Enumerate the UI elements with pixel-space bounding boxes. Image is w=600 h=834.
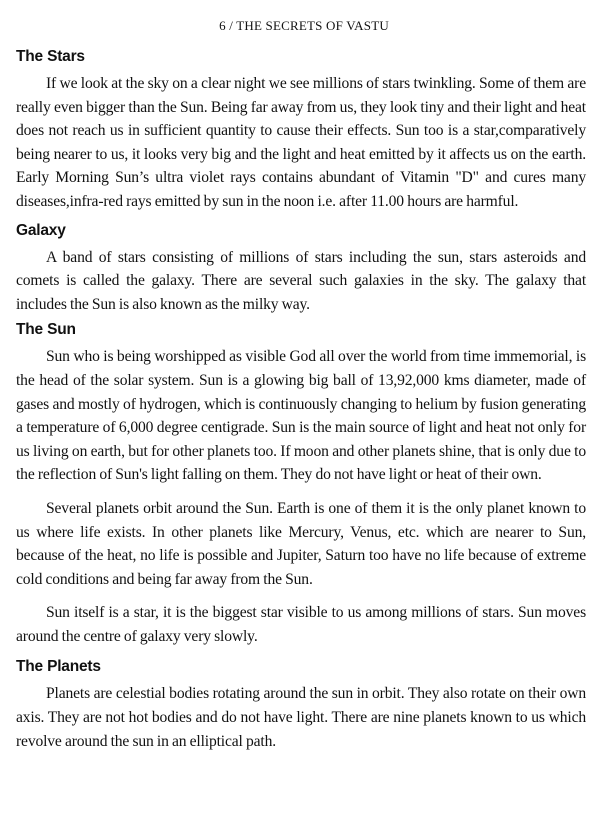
section-the-stars [16,48,586,214]
section-heading: The Stars [16,48,85,65]
paragraph: A band of stars consisting of millions of stars including the sun, stars asteroids and comets is called the galaxy. There are several such galaxies in the sky. The galaxy that includes the Sun is also known as the milky way. [16,248,586,313]
section-the-sun [16,321,586,648]
section-galaxy [16,222,586,317]
section-heading: Galaxy [16,221,66,239]
paragraph: Sun itself is a star, it is the biggest star visible to us among millions of stars. Sun moves around the centre of galaxy very slowly. [16,604,586,645]
section-heading: The Planets [16,658,101,676]
paragraph: Planets are celestial bodies rotating around the sun in orbit. They also rotate on their own axis. They are not hot bodies and do not have light. There are nine planets known to us which revolve around the sun in an elliptical path. [16,685,586,750]
section-the-planets [16,658,586,753]
running-header: 6 / THE SECRETS OF VASTU [219,18,389,33]
paragraph: Sun who is being worshipped as visible God all over the world from time immemorial, is the head of the solar system. Sun is a glowing big ball of 13,92,000 kms diameter, made of gases and mostly of hydrogen, which is continuously changing to helium by fusion generating a temperature of 6,000 degree centigrade. Sun is the main source of light and heat not only for us living on earth, but for other planets too. If moon and other planets shine, that is only due to the reflection of Sun's light falling on them. They do not have light or heat of their own. [16,348,586,484]
section-heading: The Sun [16,321,76,339]
paragraph: Several planets orbit around the Sun. Earth is one of them it is the only planet known to us where life exists. In other planets like Mercury, Venus, etc. which are nearer to Sun, because of the heat, no life is possible and Jupiter, Saturn too have no life because of extreme cold conditions and being far away from the Sun. [16,499,586,588]
paragraph: If we look at the sky on a clear night we see millions of stars twinkling. Some of them are really even bigger than the Sun. Being far away from us, they look tiny and their light and heat does not reach us in sufficient quantity to cause their effects. Sun too is a star,comparatively being nearer to us, it looks very big and the light and heat emitted by it affects us on the earth. Early Morning Sun’s ultra violet rays contains abundant of Vitamin "D" and cures many diseases,infra-red rays emitted by sun in the noon i.e. after 11.00 hours are harmful. [16,75,586,210]
